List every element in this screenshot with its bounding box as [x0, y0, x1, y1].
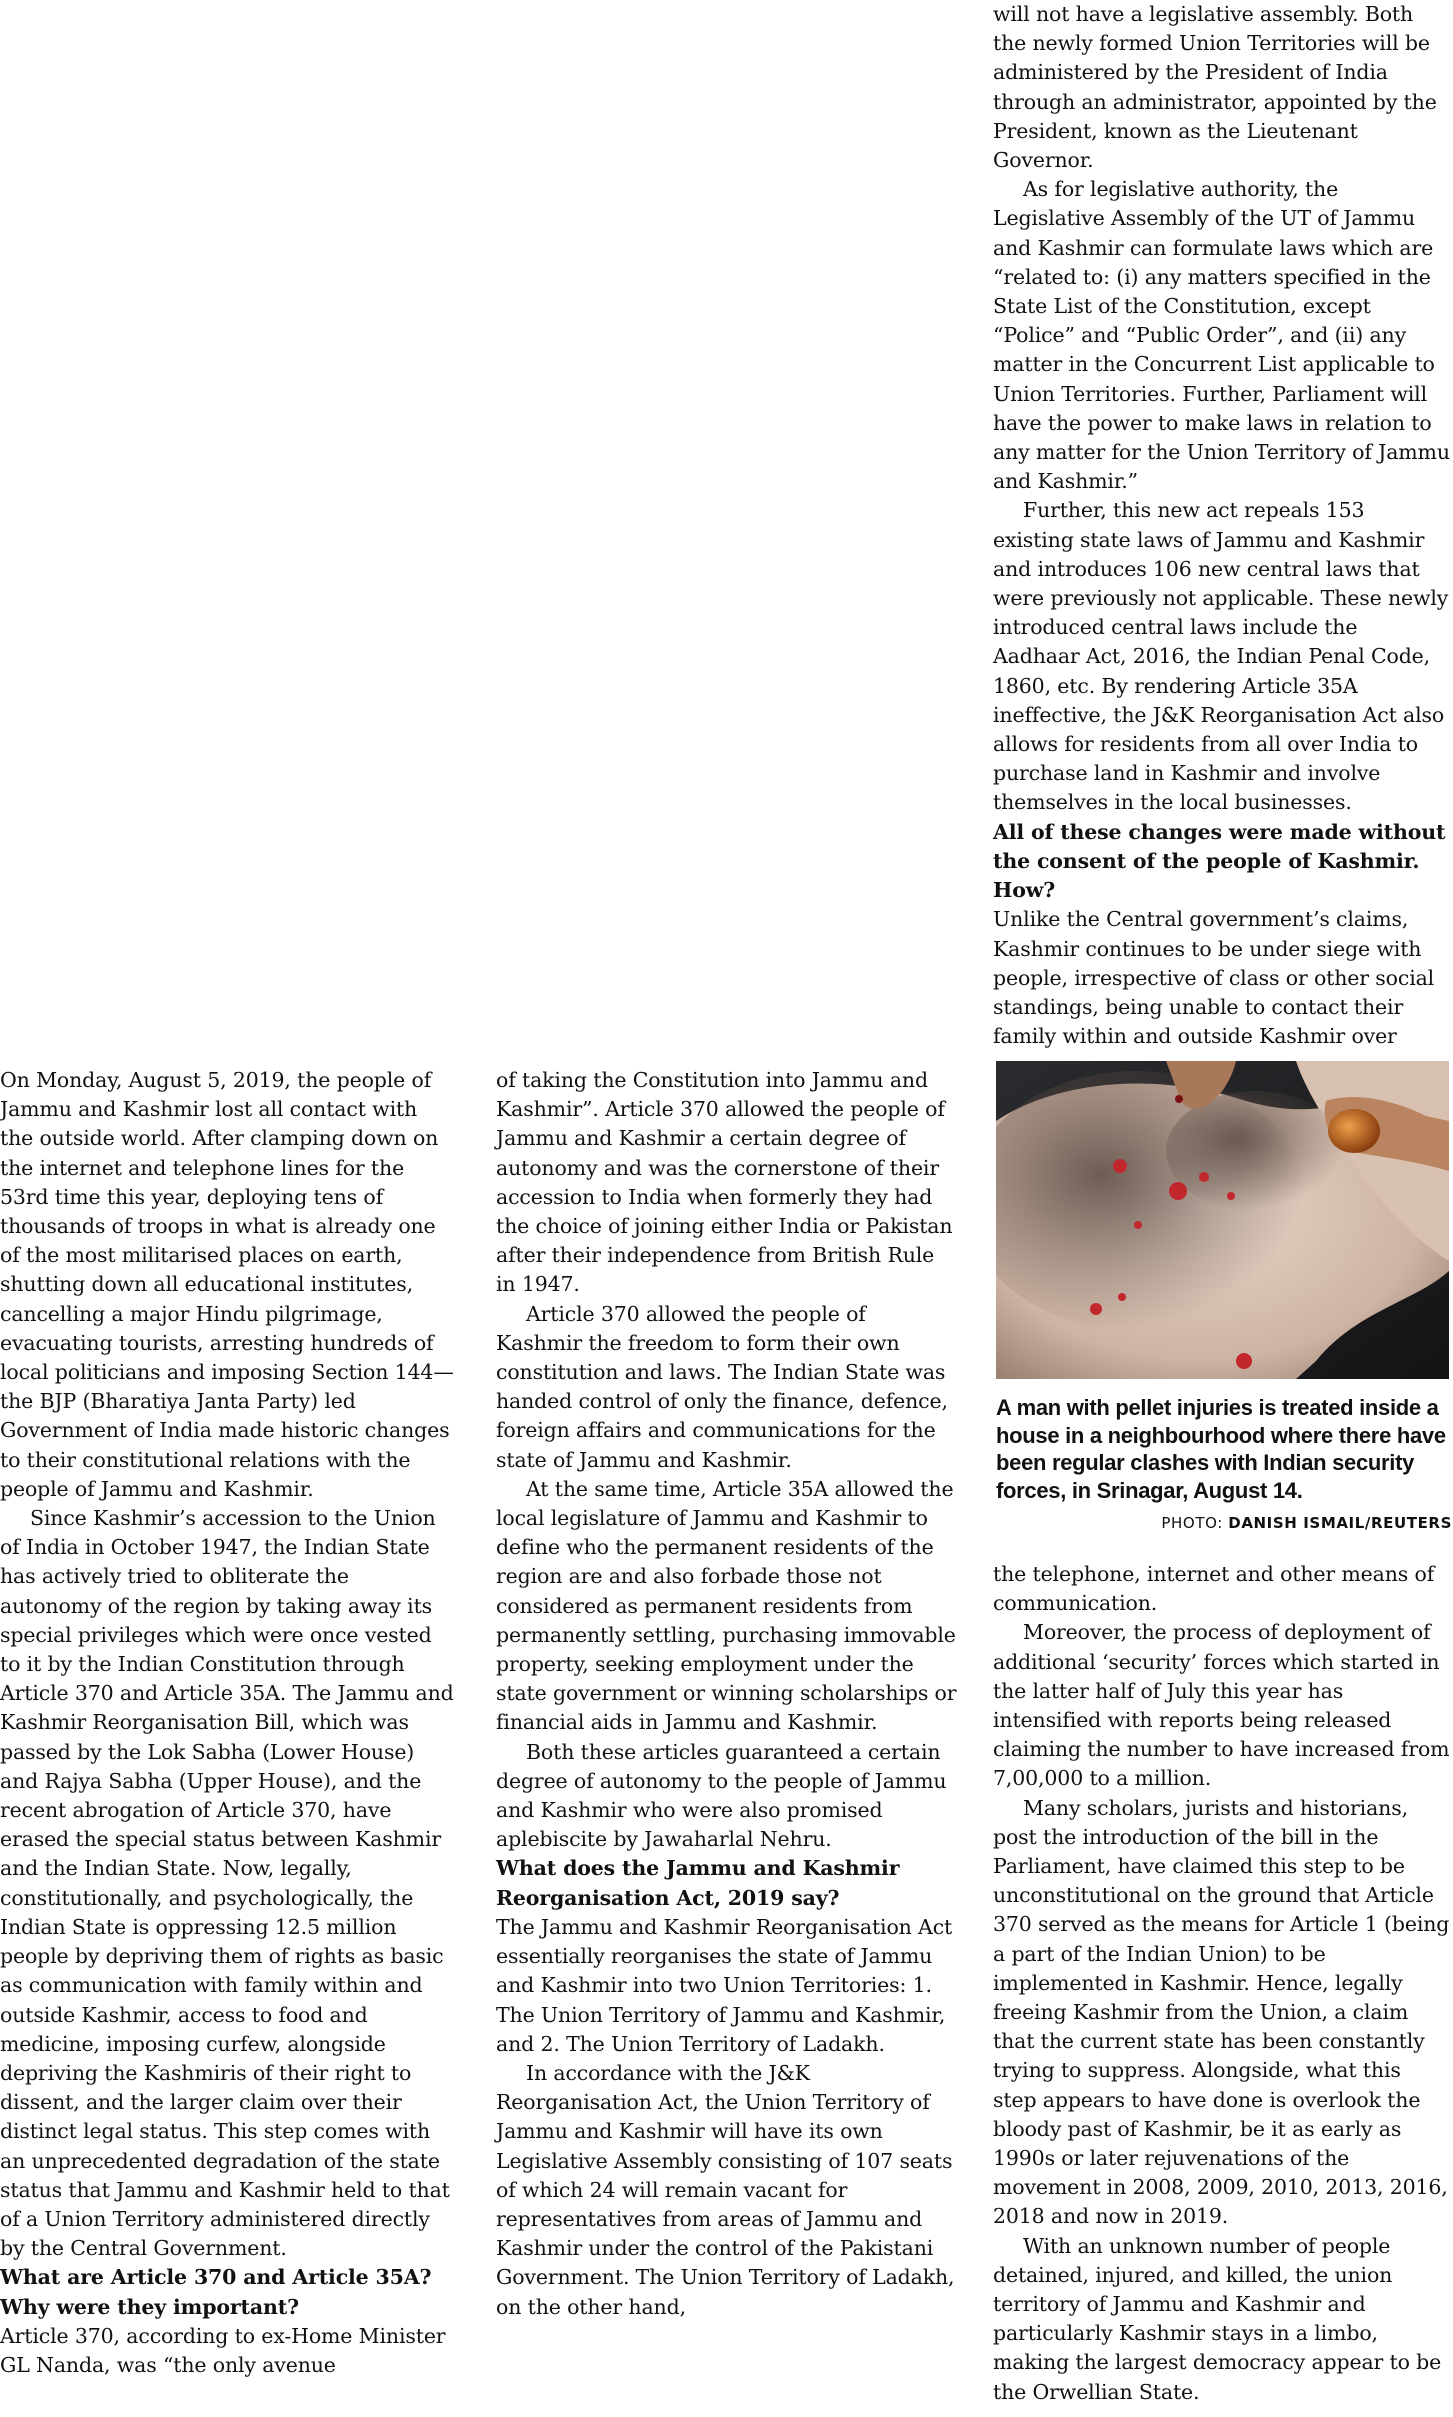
paragraph: With an unknown number of people detained, injured, and killed, the union territory of Jammu and Kashmir and particularly Kashmir stays in a limbo, making the largest democracy appear to be the Orwellian State.	[993, 2233, 1442, 2404]
paragraph: The Jammu and Kashmir Reorganisation Act essentially reorganises the state of Jammu and Kashmir into two Union Territories: 1. The Union Territory of Jammu and Kashmir, and 2. The Union Territory of Ladakh.	[496, 1914, 953, 2056]
photo-caption	[996, 1394, 1452, 1538]
paragraph: Since Kashmir’s accession to the Union of India in October 1947, the Indian State has actively tried to obliterate the autonomy of the region by taking away its special privileges which were once vested to it by the Indian Constitution through Article 370 and Article 35A. The Jammu and Kashmir Reorganisation Bill, which was passed by the Lok Sabha (Lower House) and Rajya Sabha (Upper House), and the recent abrogation of Article 370, have erased the special status between Kashmir and the Indian State. Now, legally, constitutionally, and psychologically, the Indian State is oppressing 12.5 million people by depriving them of rights as basic as communication with family within and outside Kashmir, access to food and medicine, imposing curfew, alongside depriving the Kashmiris of their right to dissent, and the larger claim over their distinct legal status. This step comes with an unprecedented degradation of the state status that Jammu and Kashmir held to that of a Union Territory administered directly by the Central Government.	[0, 1506, 454, 2261]
caption-text: A man with pellet injuries is treated inside a house in a neighbourhood where there have been regular clashes with Indian security forces, in Srinagar, August 14.	[996, 1395, 1446, 1503]
paragraph: As for legislative authority, the Legislative Assembly of the UT of Jammu and Kashmir can formulate laws which are “related to: (i) any matters specified in the State List of the Constitution, except “Police” and “Public Order”, and (ii) any matter in the Concurrent List applicable to Union Territories. Further, Parliament will have the power to make laws in relation to any matter for the Union Territory of Jammu and Kashmir.”	[993, 177, 1450, 494]
paragraph: will not have a legislative assembly. Both the newly formed Union Territories will be administered by the President of India through an administrator, appointed by the President, known as the Lieutenant Governor.	[993, 2, 1437, 173]
photo-illustration	[996, 1061, 1449, 1379]
paragraph: of taking the Constitution into Jammu and Kashmir”. Article 370 allowed the people of Jammu and Kashmir a certain degree of autonomy and was the cornerstone of their accession to India when formerly they had the choice of joining either India or Pakistan after their independence from British Rule in 1947.	[496, 1068, 953, 1297]
paragraph: At the same time, Article 35A allowed the local legislature of Jammu and Kashmir to define who the permanent residents of the region are and also forbade those not considered as permanent residents from permanently settling, purchasing immovable property, seeking employment under the state government or winning scholarships or financial aids in Jammu and Kashmir.	[496, 1476, 957, 1735]
article-column-right-bottom	[993, 1560, 1450, 2407]
paragraph: Article 370, according to ex-Home Minister GL Nanda, was “the only avenue	[0, 2323, 446, 2377]
paragraph: Further, this new act repeals 153 existing state laws of Jammu and Kashmir and introduces 106 new central laws that were previously not applicable. These newly introduced central laws include the Aadhaar Act, 2016, the Indian Penal Code, 1860, etc. By rendering Article 35A ineffective, the J&K Reorganisation Act also allows for residents from all over India to purchase land in Kashmir and involve themselves in the local businesses.	[993, 498, 1449, 815]
paragraph: On Monday, August 5, 2019, the people of Jammu and Kashmir lost all contact with the outside world. After clamping down on the internet and telephone lines for the 53rd time this year, deploying tens of thousands of troops in what is already one of the most militarised places on earth, shutting down all educational institutes, cancelling a major Hindu pilgrimage, evacuating tourists, arresting hundreds of local politicians and imposing Section 144—the BJP (Bharatiya Janta Party) led Government of India made historic changes to their constitutional relations with the people of Jammu and Kashmir.	[0, 1068, 454, 1501]
article-column-left	[0, 1066, 456, 2380]
paragraph: Unlike the Central government’s claims, Kashmir continues to be under siege with people, irrespective of class or other social standings, being unable to contact their family within and outside Kashmir over	[993, 907, 1435, 1049]
paragraph: In accordance with the J&K Reorganisation Act, the Union Territory of Jammu and Kashmir will have its own Legislative Assembly consisting of 107 seats of which 24 will remain vacant for representatives from areas of Jammu and Kashmir under the control of the Pakistani Government. The Union Territory of Ladakh, on the other hand,	[496, 2060, 955, 2319]
credit-name: DANISH ISMAIL/REUTERS	[1228, 1514, 1452, 1532]
article-column-right-top	[993, 0, 1450, 1051]
paragraph: Many scholars, jurists and historians, post the introduction of the bill in the Parliament, have claimed this step to be unconstitutional on the ground that Article 370 served as the means for Article 1 (being a part of the Indian Union) to be implemented in Kashmir. Hence, legally freeing Kashmir from the Union, a claim that the current state has been constantly trying to suppress. Alongside, what this step appears to have done is overlook the bloody past of Kashmir, be it as early as 1990s or later rejuvenations of the movement in 2008, 2009, 2010, 2013, 2016, 2018 and now in 2019.	[993, 1795, 1450, 2229]
section-heading: What are Article 370 and Article 35A? Why were they important?	[0, 2265, 432, 2319]
section-heading: What does the Jammu and Kashmir Reorganisation Act, 2019 say?	[496, 1856, 900, 1910]
paragraph: Both these articles guaranteed a certain degree of autonomy to the people of Jammu and Kashmir who were also promised aplebiscite by Jawaharlal Nehru.	[496, 1739, 947, 1852]
article-column-middle	[496, 1066, 957, 2322]
paragraph: Article 370 allowed the people of Kashmir the freedom to form their own constitution and laws. The Indian State was handed control of only the finance, defence, foreign affairs and communications for the state of Jammu and Kashmir.	[496, 1301, 948, 1472]
photo-credit	[1161, 1510, 1452, 1538]
section-heading: All of these changes were made without the consent of the people of Kashmir. How?	[993, 819, 1446, 903]
credit-label: PHOTO:	[1161, 1514, 1223, 1532]
paragraph: the telephone, internet and other means of communication.	[993, 1562, 1435, 1616]
paragraph: Moreover, the process of deployment of additional ‘security’ forces which started in the latter half of July this year has intensified with reports being released claiming the number to have increased from 7,00,000 to a million.	[993, 1620, 1450, 1791]
news-photo	[996, 1061, 1449, 1379]
